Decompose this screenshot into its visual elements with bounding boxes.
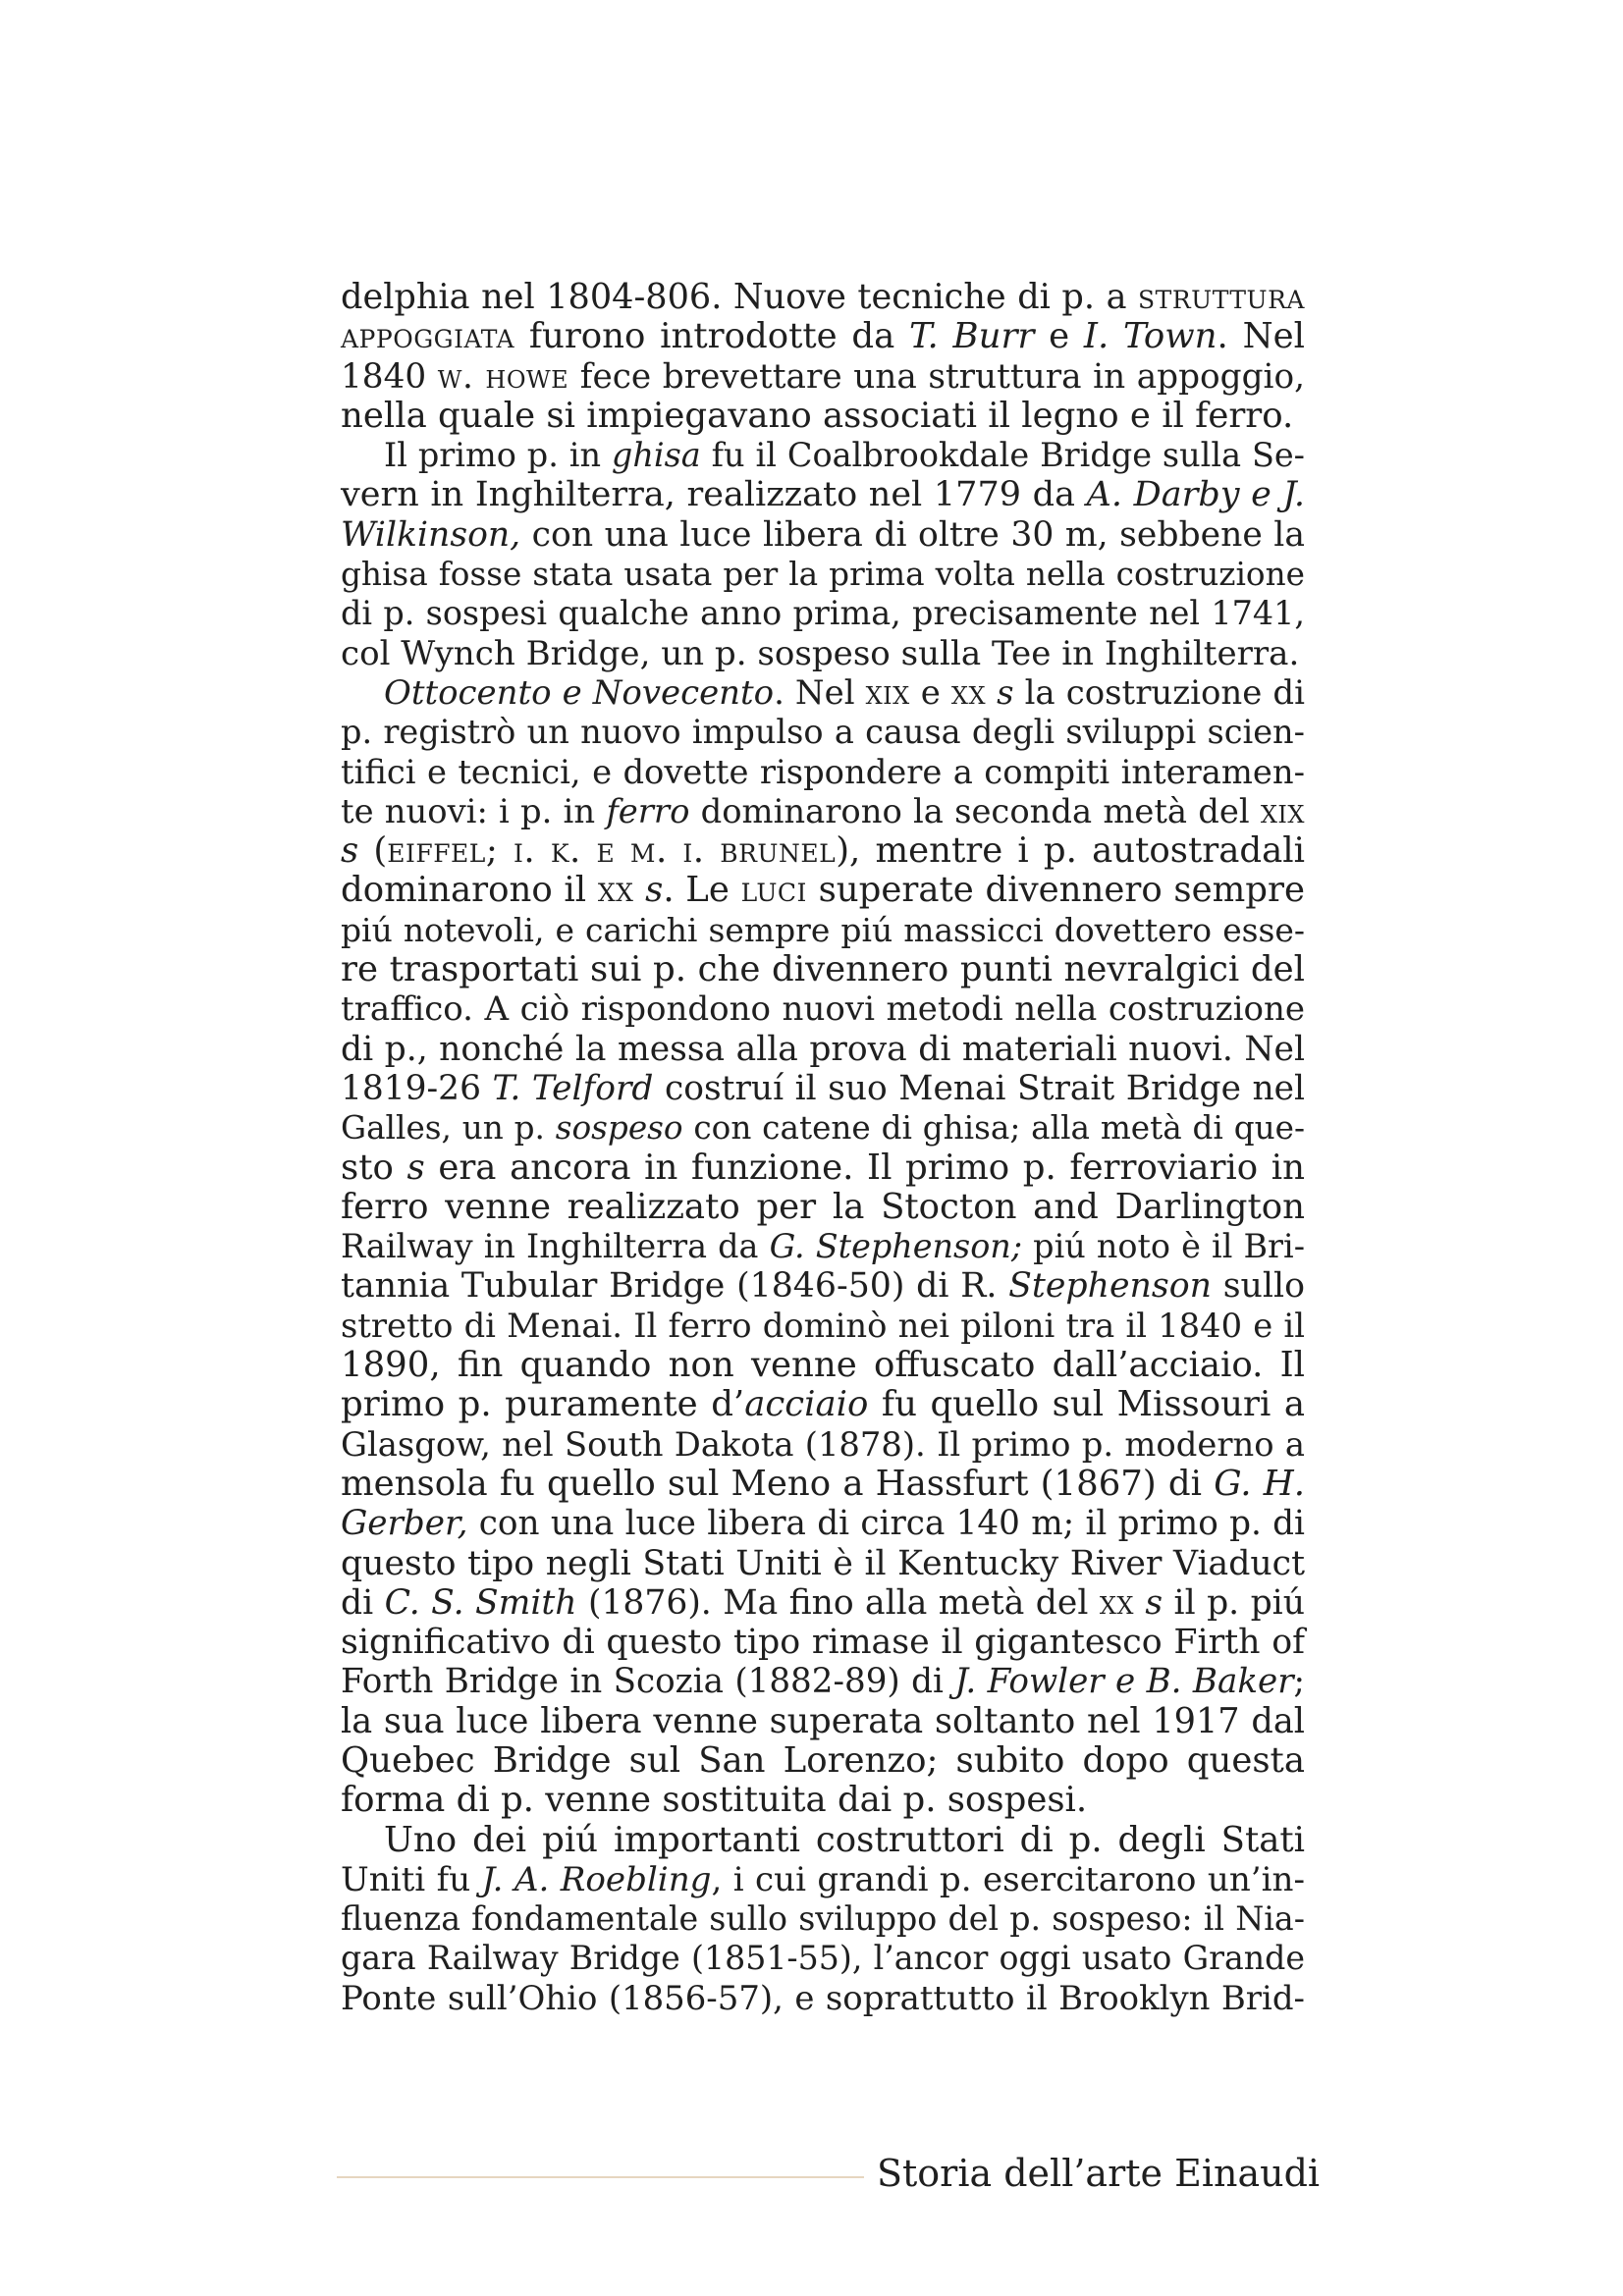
text-run: forma di p. venne sostituita dai p. sospesi. xyxy=(341,1780,1088,1821)
text-line xyxy=(341,713,1305,752)
italic-text: T. Burr xyxy=(909,316,1035,357)
text-run: Forth Bridge in Scozia (1882-89) di xyxy=(341,1662,955,1702)
text-run: gara Railway Bridge (1851-55), l’ancor oggi usato Grande xyxy=(341,1939,1305,1978)
text-run: 1819-26 xyxy=(341,1068,493,1108)
text-run: Uniti fu xyxy=(341,1859,482,1899)
text-run: fece brevettare una struttura in appoggio, xyxy=(568,356,1305,397)
text-line xyxy=(341,1781,1305,1820)
text-line xyxy=(341,1266,1305,1306)
text-line xyxy=(341,475,1305,514)
text-run: (1876). Ma fino alla metà del xyxy=(576,1582,1100,1623)
text-run: vern in Inghilterra, realizzato nel 1779 da xyxy=(341,474,1087,515)
text-run: con catene di ghisa; alla metà di que- xyxy=(682,1109,1305,1148)
text-run: ( xyxy=(358,830,388,872)
text-line xyxy=(341,634,1305,673)
text-run: Quebec Bridge sul San Lorenzo; subito dopo questa xyxy=(341,1739,1305,1781)
text-line xyxy=(341,792,1305,831)
text-line xyxy=(341,1939,1305,1978)
text-run: 1890, fin quando non venne offuscato dall’acciaio. Il xyxy=(341,1345,1305,1386)
text-run: Uno dei piú importanti costruttori di p. degli Stati xyxy=(384,1819,1305,1860)
text-run: p. registrò un nuovo impulso a causa degli sviluppi scien- xyxy=(341,713,1305,752)
text-line xyxy=(341,1821,1305,1860)
text-run: piú noto è il Bri- xyxy=(1022,1227,1305,1266)
text-line xyxy=(341,1860,1305,1899)
text-run: la sua luce libera venne superata soltanto nel 1917 dal xyxy=(341,1700,1305,1741)
text-line xyxy=(341,1425,1305,1465)
text-line xyxy=(341,515,1305,555)
text-run: era ancora in funzione. Il primo p. ferroviario in xyxy=(424,1147,1305,1188)
text-line xyxy=(341,871,1305,910)
text-line xyxy=(341,436,1305,475)
text-run: , i cui grandi p. esercitarono un’in- xyxy=(711,1859,1305,1899)
italic-text: s xyxy=(406,1147,425,1188)
text-line xyxy=(341,1227,1305,1266)
italic-text: J. A. Roebling xyxy=(481,1859,712,1899)
text-run: dominarono il xyxy=(341,870,598,911)
text-run: e xyxy=(909,672,951,713)
text-run xyxy=(633,870,645,910)
text-line xyxy=(341,673,1305,713)
italic-text: C. S. Smith xyxy=(384,1582,577,1623)
text-run: di xyxy=(341,1582,385,1623)
text-line xyxy=(341,1465,1305,1504)
footer-rule xyxy=(337,2176,864,2178)
text-line xyxy=(341,1979,1305,2018)
italic-text: ghisa xyxy=(611,436,701,475)
text-run: tifici e tecnici, e dovette rispondere a compiti interamen- xyxy=(341,752,1305,791)
text-run: Glasgow, nel South Dakota (1878). Il primo p. moderno a xyxy=(341,1424,1305,1464)
text-line xyxy=(341,357,1305,397)
italic-text: Wilkinson, xyxy=(341,514,521,555)
italic-text: Ottocento e Novecento xyxy=(384,672,775,713)
text-run: nella quale si impiegavano associati il legno e il ferro. xyxy=(341,395,1294,436)
text-run: Ponte sull’Ohio (1856-57), e soprattutto il Brooklyn Brid- xyxy=(341,1978,1305,2017)
footer-title: Storia dell’arte Einaudi xyxy=(877,2152,1321,2195)
text-line xyxy=(341,1030,1305,1069)
text-run: col Wynch Bridge, un p. sospeso sulla Tee in Inghilterra. xyxy=(341,633,1300,673)
italic-text: A. Darby e J. xyxy=(1086,474,1305,515)
italic-text: Gerber, xyxy=(341,1504,468,1544)
text-run: ), mentre i p. autostradali xyxy=(836,830,1305,872)
italic-text: I. Town xyxy=(1083,316,1217,357)
italic-text: s xyxy=(1145,1582,1163,1623)
text-run: questo tipo negli Stati Uniti è il Kentucky River Viaduct xyxy=(341,1543,1305,1583)
text-run: piú notevoli, e carichi sempre piú massicci dovettero esse- xyxy=(341,910,1305,949)
text-run: di p. sospesi qualche anno prima, precisamente nel 1741, xyxy=(341,594,1305,633)
small-caps-text: appoggiata xyxy=(341,316,515,357)
text-line xyxy=(341,1346,1305,1385)
small-caps-text: xx xyxy=(1099,1582,1134,1623)
small-caps-text: struttura xyxy=(1138,277,1305,317)
italic-text: G. H. xyxy=(1214,1463,1306,1504)
italic-text: T. Telford xyxy=(492,1068,654,1108)
text-run: sullo xyxy=(1211,1266,1306,1307)
small-caps-text: xx xyxy=(950,672,987,713)
body-text xyxy=(341,278,1305,2018)
text-line xyxy=(341,831,1305,871)
text-line xyxy=(341,317,1305,356)
text-run: 1840 xyxy=(341,356,438,397)
italic-text: ferro xyxy=(606,791,690,830)
text-run: te nuovi: i p. in xyxy=(341,791,607,830)
text-run: ferro venne realizzato per la Stocton and Darlington xyxy=(341,1186,1305,1227)
text-run: stretto di Menai. Il ferro dominò nei piloni tra il 1840 e il xyxy=(341,1306,1305,1345)
text-run: con una luce libera di circa 140 m; il primo p. di xyxy=(467,1504,1305,1544)
text-line xyxy=(341,1188,1305,1227)
text-run: la costruzione di xyxy=(1013,672,1305,713)
text-run: tannia Tubular Bridge (1846-50) di R. xyxy=(341,1266,1009,1307)
small-caps-text: xix xyxy=(865,672,910,713)
text-run: mensola fu quello sul Meno a Hassfurt (1867) di xyxy=(341,1463,1215,1504)
text-run: . Nel xyxy=(774,672,866,713)
italic-text: sospeso xyxy=(555,1109,683,1148)
small-caps-text: xx xyxy=(597,870,634,911)
text-line xyxy=(341,1148,1305,1188)
text-line xyxy=(341,911,1305,950)
text-run: superate divennero sempre xyxy=(806,870,1305,911)
text-run: ghisa fosse stata usata per la prima volta nella costruzione xyxy=(341,556,1305,594)
text-line xyxy=(341,1385,1305,1424)
text-run: dominarono la seconda metà del xyxy=(689,791,1261,830)
text-line xyxy=(341,753,1305,792)
text-line xyxy=(341,397,1305,436)
text-run: primo p. puramente d’ xyxy=(341,1384,745,1425)
text-run xyxy=(986,673,997,713)
text-run: di p., nonché la messa alla prova di materiali nuovi. Nel xyxy=(341,1029,1305,1069)
small-caps-text: w. howe xyxy=(437,356,569,397)
text-line xyxy=(341,1899,1305,1939)
text-run: fu il Coalbrookdale Bridge sulla Se- xyxy=(700,436,1305,475)
text-line xyxy=(341,555,1305,594)
italic-text: J. Fowler e B. Baker xyxy=(954,1662,1294,1702)
text-run: re trasportati sui p. che divennero punti nevralgici del xyxy=(341,949,1305,990)
text-line xyxy=(341,1583,1305,1623)
text-run: delphia nel 1804-806. Nuove tecniche di p. a xyxy=(341,277,1139,317)
italic-text: G. Stephenson; xyxy=(769,1227,1023,1266)
text-run: il p. piú xyxy=(1163,1582,1305,1623)
text-run: Galles, un p. xyxy=(341,1109,556,1148)
text-line xyxy=(341,1504,1305,1543)
text-line xyxy=(341,1108,1305,1148)
text-line xyxy=(341,1741,1305,1781)
text-run: . Le xyxy=(663,870,741,911)
text-run: fluenza fondamentale sullo sviluppo del p. sospeso: il Nia- xyxy=(341,1899,1305,1939)
text-run: Il primo p. in xyxy=(384,436,612,475)
small-caps-text: luci xyxy=(740,870,807,911)
text-line xyxy=(341,1662,1305,1701)
text-line xyxy=(341,278,1305,317)
text-line xyxy=(341,1702,1305,1741)
small-caps-text: eiffel; i. k. e m. i. brunel xyxy=(387,830,837,872)
text-run: ; xyxy=(1293,1662,1306,1702)
small-caps-text: xix xyxy=(1260,791,1305,830)
text-line xyxy=(341,950,1305,989)
text-run xyxy=(1134,1583,1145,1623)
text-line xyxy=(341,1069,1305,1108)
text-run: e xyxy=(1034,316,1084,357)
text-run: sto xyxy=(341,1147,407,1188)
text-run: costruí il suo Menai Strait Bridge nel xyxy=(653,1068,1306,1108)
text-run: significativo di questo tipo rimase il gigantesco Firth of xyxy=(341,1623,1305,1663)
text-run: . Nel xyxy=(1217,316,1305,357)
text-line xyxy=(341,594,1305,633)
italic-text: acciaio xyxy=(744,1384,869,1425)
text-run: con una luce libera di oltre 30 m, sebbene la xyxy=(520,514,1305,555)
text-run: Railway in Inghilterra da xyxy=(341,1227,770,1266)
italic-text: s xyxy=(341,830,359,872)
text-run: fu quello sul Missouri a xyxy=(868,1384,1305,1425)
italic-text: Stephenson xyxy=(1008,1266,1212,1307)
text-line xyxy=(341,1544,1305,1583)
italic-text: s xyxy=(997,672,1014,713)
italic-text: s xyxy=(645,870,664,911)
text-line xyxy=(341,1307,1305,1346)
text-run: traffico. A ciò rispondono nuovi metodi nella costruzione xyxy=(341,989,1305,1030)
text-line xyxy=(341,989,1305,1029)
text-line xyxy=(341,1623,1305,1662)
text-run: furono introdotte da xyxy=(514,316,910,357)
